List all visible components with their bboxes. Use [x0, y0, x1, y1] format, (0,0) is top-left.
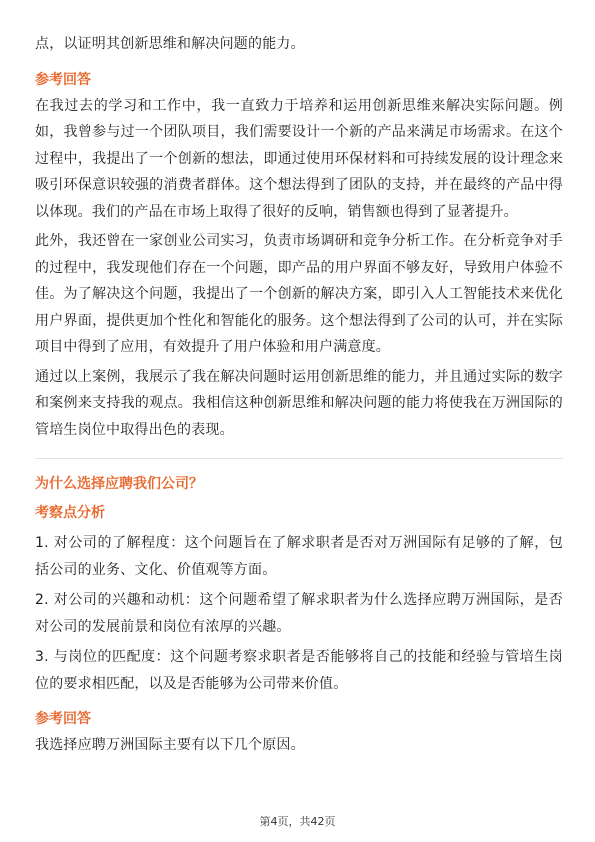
answer-paragraph: 通过以上案例，我展示了我在解决问题时运用创新思维的能力，并且通过实际的数字和案例来支持我的观点。我相信这种创新思维和解决问题的能力将使我在万洲国际的管培生岗位中取得出色的表现。 — [35, 368, 563, 438]
answer-paragraph: 在我过去的学习和工作中，我一直致力于培养和运用创新思维来解决实际问题。例如，我曾参与过一个团队项目，我们需要设计一个新的产品来满足市场需求。在这个过程中，我提出了一个创新的想法，即通过使用环保材料和可持续发展的设计理念来吸引环保意识较强的消费者群体。这个想法得到了团队的支持，并在最终的产品中得以体现。我们的产品在市场上取得了很好的反响，销售额也得到了显著提升。 — [35, 97, 563, 220]
question-title: 为什么选择应聘我们公司？ — [35, 476, 203, 492]
page-number: 第4页，共42页 — [259, 815, 336, 828]
reference-answer-label: 参考回答 — [35, 71, 91, 88]
analysis-point: 1. 对公司的了解程度：这个问题旨在了解求职者是否对万洲国际有足够的了解，包括公司的业务、文化、价值观等方面。 — [35, 535, 563, 578]
answer-paragraph: 此外，我还曾在一家创业公司实习，负责市场调研和竞争分析工作。在分析竞争对手的过程中，我发现他们存在一个问题，即产品的用户界面不够友好，导致用户体验不佳。为了解决这个问题，我提出了一个创新的解决方案，即引入人工智能技术来优化用户界面，提供更加个性化和智能化的服务。这个想法得到了公司的认可，并在实际项目中得到了应用，有效提升了用户体验和用户满意度。 — [35, 233, 563, 355]
answer-paragraph: 我选择应聘万洲国际主要有以下几个原因。 — [35, 737, 305, 753]
analysis-label: 考察点分析 — [35, 505, 105, 521]
section-divider — [35, 458, 563, 459]
page-content — [35, 31, 563, 759]
analysis-point: 3. 与岗位的匹配度：这个问题考察求职者是否能够将自己的技能和经验与管培生岗位的要求相匹配，以及是否能够为公司带来价值。 — [35, 649, 563, 692]
intro-tail-text: 点，以证明其创新思维和解决问题的能力。 — [35, 36, 305, 52]
reference-answer-label: 参考回答 — [35, 711, 91, 727]
analysis-point: 2. 对公司的兴趣和动机：这个问题希望了解求职者为什么选择应聘万洲国际，是否对公司的发展前景和岗位有浓厚的兴趣。 — [35, 592, 563, 635]
